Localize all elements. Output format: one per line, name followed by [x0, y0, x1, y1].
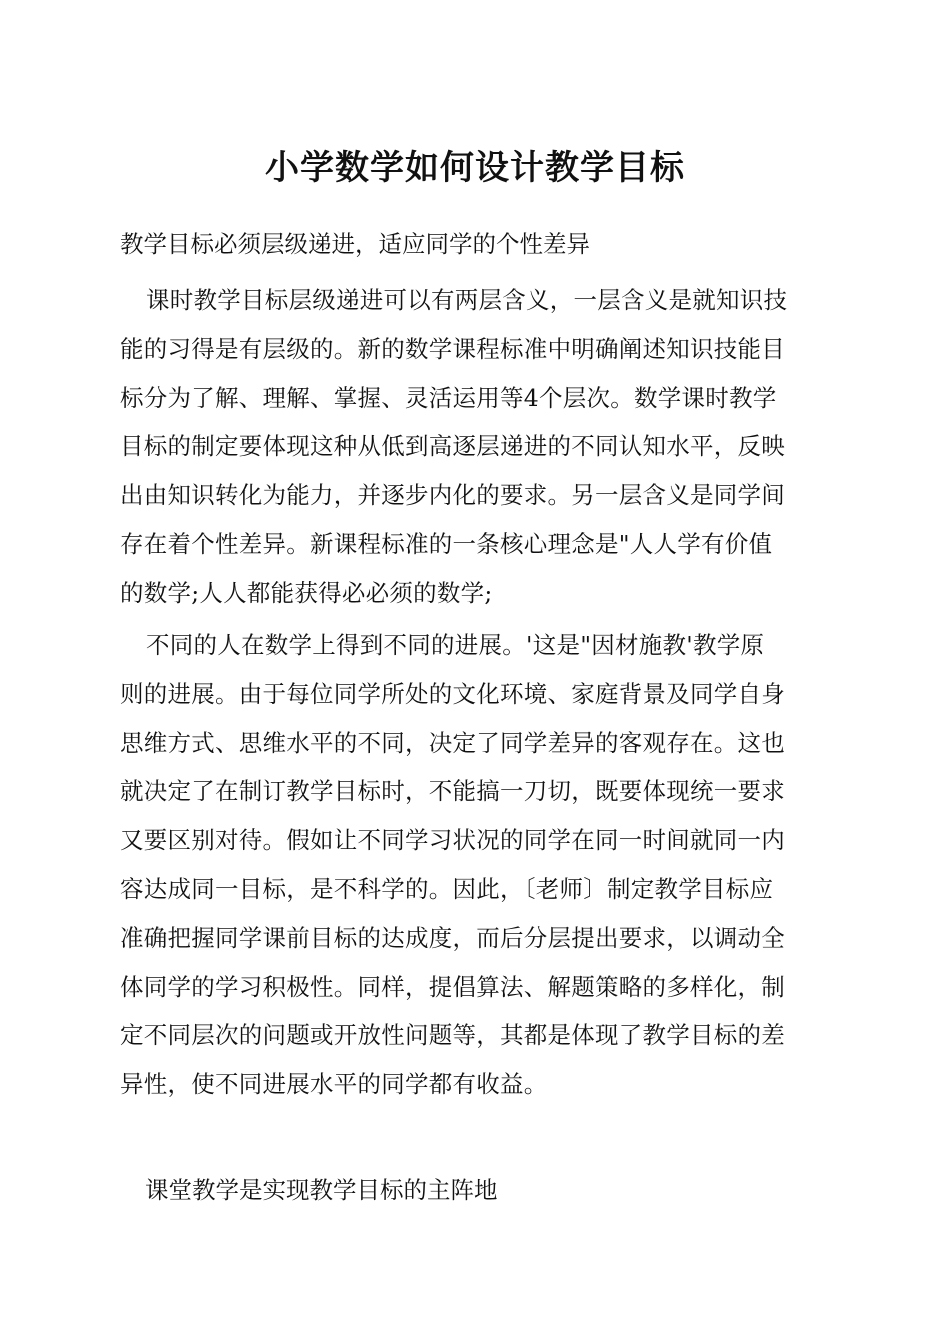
paragraph-line: 出由知识转化为能力，并逐步内化的要求。另一层含义是同学间: [120, 481, 785, 510]
paragraph-line: 不同的人在数学上得到不同的进展。'这是"因材施教'教学原: [146, 631, 765, 659]
paragraph-line: 则的进展。由于每位同学所处的文化环境、家庭背景及同学自身: [120, 679, 785, 708]
section-heading-2: 课堂教学是实现教学目标的主阵地: [145, 1176, 498, 1204]
paragraph-line: 异性，使不同进展水平的同学都有收益。: [120, 1070, 548, 1099]
paragraph-line: 准确把握同学课前目标的达成度，而后分层提出要求，以调动全: [120, 923, 785, 952]
section-heading-1: 教学目标必须层级递进，适应同学的个性差异: [120, 230, 590, 258]
paragraph-line: 标分为了解、理解、掌握、灵活运用等4个层次。数学课时教学: [120, 383, 777, 412]
paragraph-line: 定不同层次的问题或开放性问题等，其都是体现了教学目标的差: [120, 1021, 785, 1050]
paragraph-line: 存在着个性差异。新课程标准的一条核心理念是"人人学有价值: [120, 529, 773, 558]
paragraph-line: 能的习得是有层级的。新的数学课程标准中明确阐述知识技能目: [120, 334, 785, 363]
paragraph-line: 就决定了在制订教学目标时，不能搞一刀切，既要体现统一要求: [120, 777, 785, 806]
paragraph-line: 又要区别对待。假如让不同学习状况的同学在同一时间就同一内: [120, 826, 785, 855]
paragraph-2: [120, 621, 832, 1109]
paragraph-line: 思维方式、思维水平的不同，决定了同学差异的客观存在。这也: [120, 728, 785, 757]
document-title: 小学数学如何设计教学目标: [265, 148, 685, 188]
paragraph-line: 体同学的学习积极性。同样，提倡算法、解题策略的多样化，制: [120, 972, 785, 1001]
paragraph-line: 课时教学目标层级递进可以有两层含义，一层含义是就知识技: [146, 286, 788, 314]
paragraph-line: 目标的制定要体现这种从低到高逐层递进的不同认知水平，反映: [120, 432, 785, 461]
paragraph-line: 容达成同一目标，是不科学的。因此，〔老师〕制定教学目标应: [120, 874, 774, 903]
paragraph-1: [120, 276, 832, 618]
paragraph-line: 的数学;人人都能获得必必须的数学;: [120, 578, 493, 607]
